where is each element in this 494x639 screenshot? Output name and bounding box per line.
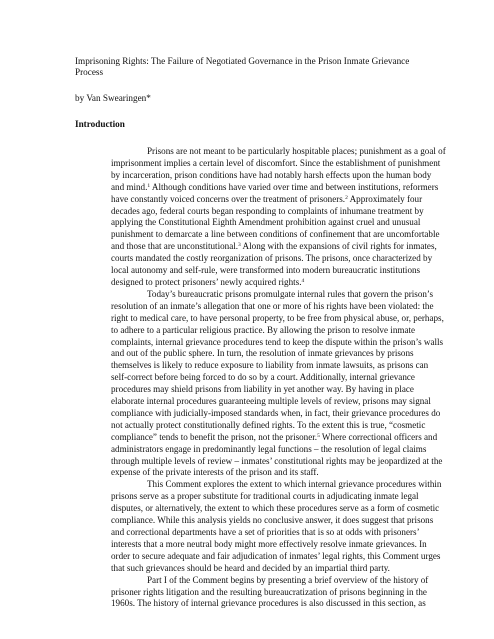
- paragraph-line: themselves is likely to reduce exposure to liability from inmate lawsuits, as prisons can: [111, 360, 429, 371]
- line-text: and those that are unconstitutional.: [111, 241, 239, 252]
- paragraph-line: order to secure adequate and fair adjudication of inmates’ legal rights, this Comment urges: [111, 550, 441, 561]
- paragraph-line: complaints, internal grievance procedures tend to keep the dispute within the prison’s walls: [111, 336, 444, 347]
- paragraph-2: [75, 288, 444, 480]
- paragraph-line: [75, 431, 438, 444]
- paragraph-line: [75, 241, 437, 253]
- document-title-line-1: Imprisoning Rights: The Failure of Negotiated Governance in the Prison Inmate Grievance: [75, 56, 410, 66]
- line-text: Along with the expansions of civil rights for inmates,: [240, 241, 437, 252]
- paragraph-line: procedures may shield prisons from liability in yet another way. By having in place: [111, 384, 414, 395]
- footnote-marker: 1: [147, 182, 151, 189]
- line-text: Although conditions have varied over time and between institutions, reformers: [150, 181, 439, 192]
- paragraph-line: compliance. While this analysis yields no conclusive answer, it does suggest that prisons: [111, 515, 434, 526]
- paragraph-line: [75, 277, 422, 289]
- footnote-marker: 4: [301, 277, 305, 284]
- paragraph-line: applying the Constitutional Eighth Amendment prohibition against cruel and unusual: [111, 217, 421, 228]
- paragraph-1: [75, 146, 446, 289]
- paragraph-line: prisoner rights litigation and the resulting bureaucratization of prisons beginning in the: [111, 586, 427, 597]
- paragraph-line: interests that a more neutral body might more effectively resolve inmate grievances. In: [111, 538, 427, 549]
- paragraph-line: through multiple levels of review – inmates’ constitutional rights may be jeopardized at the: [111, 455, 443, 466]
- line-text: Where correctional officers and: [319, 431, 438, 442]
- paragraph-line: punishment to demarcate a line between conditions of confinement that are uncomfortable: [111, 229, 440, 240]
- paragraph-line: and correctional departments have a set of priorities that is so at odds with prisoners’: [111, 527, 420, 537]
- footnote-marker: 5: [317, 432, 320, 439]
- paragraph-line: elaborate internal procedures guaranteeing multiple levels of review, prisons may signal: [111, 396, 431, 407]
- paragraph-line: imprisonment implies a certain level of discomfort. Since the establishment of punishment: [111, 157, 441, 168]
- paragraph-3: [75, 479, 442, 574]
- paragraph-line: expense of the private interests of the prison and its staff.: [111, 467, 319, 478]
- section-heading: Introduction: [75, 119, 125, 129]
- paragraph-line: Today’s bureaucratic prisons promulgate internal rules that govern the prison’s: [147, 288, 433, 299]
- paragraph-line: self-correct before being forced to do so by a court. Additionally, internal grievance: [111, 372, 415, 383]
- paragraph-line: compliance with judicially-imposed standards when, in fact, their grievance procedures do: [111, 407, 441, 418]
- paragraph-line: disputes, or alternatively, the extent to which these procedures serve as a form of cosmetic: [111, 503, 440, 514]
- paragraph-line: local autonomy and self-rule, were transformed into modern bureaucratic institutions: [111, 265, 421, 276]
- paragraph-line: This Comment explores the extent to which internal grievance procedures within: [147, 479, 442, 490]
- line-text: Approximately four: [347, 193, 423, 204]
- paragraph-line: courts mandated the costly reorganization of prisons. The prisons, once characterized by: [111, 253, 433, 264]
- paragraph-line: administrators engage in predominantly legal functions – the resolution of legal claims: [111, 443, 427, 454]
- paragraph-line: Prisons are not meant to be particularly hospitable places; punishment as a goal of: [147, 146, 446, 156]
- paragraph-line: resolution of an inmate’s allegation that one or more of his rights have been violated: the: [111, 300, 434, 311]
- paragraph-line: [75, 181, 439, 194]
- paragraph-line: and out of the public sphere. In turn, the resolution of inmate grievances by prisons: [111, 348, 414, 359]
- paragraph-line: prisons serve as a proper substitute for traditional courts in adjudicating inmate legal: [111, 491, 419, 502]
- line-text: designed to protect prisoners’ newly acquired rights.: [111, 276, 302, 287]
- paragraph-4: [75, 574, 429, 611]
- footnote-marker: 3: [238, 242, 241, 249]
- paragraph-line: by incarceration, prison conditions have had notably harsh effects upon the human body: [111, 169, 432, 180]
- paragraph-line: to adhere to a particular religious practice. By allowing the prison to resolve inmate: [111, 324, 416, 335]
- footnote-marker: 2: [345, 194, 348, 201]
- line-text: compliance” tends to benefit the prison, not the prisoner.: [111, 431, 318, 442]
- paragraph-line: right to medical care, to have personal property, to be free from physical abuse, or, perhaps,: [111, 312, 444, 323]
- paragraph-line: Part I of the Comment begins by presenting a brief overview of the history of: [147, 574, 429, 585]
- line-text: and mind.: [111, 181, 148, 192]
- document-title-line-2: Process: [75, 67, 104, 77]
- author-byline: by Van Swearingen*: [75, 93, 151, 103]
- paragraph-line: that such grievances should be heard and decided by an impartial third party.: [111, 562, 390, 573]
- paragraph-line: [75, 194, 422, 206]
- paragraph-line: 1960s. The history of internal grievance procedures is also discussed in this section, as: [111, 598, 426, 609]
- paragraph-line: decades ago, federal courts began responding to complaints of inhumane treatment by: [111, 205, 424, 216]
- paragraph-line: not actually protect constitutionally defined rights. To the extent this is true, “cosmetic: [111, 419, 426, 430]
- line-text: have constantly voiced concerns over the treatment of prisoners.: [111, 193, 346, 204]
